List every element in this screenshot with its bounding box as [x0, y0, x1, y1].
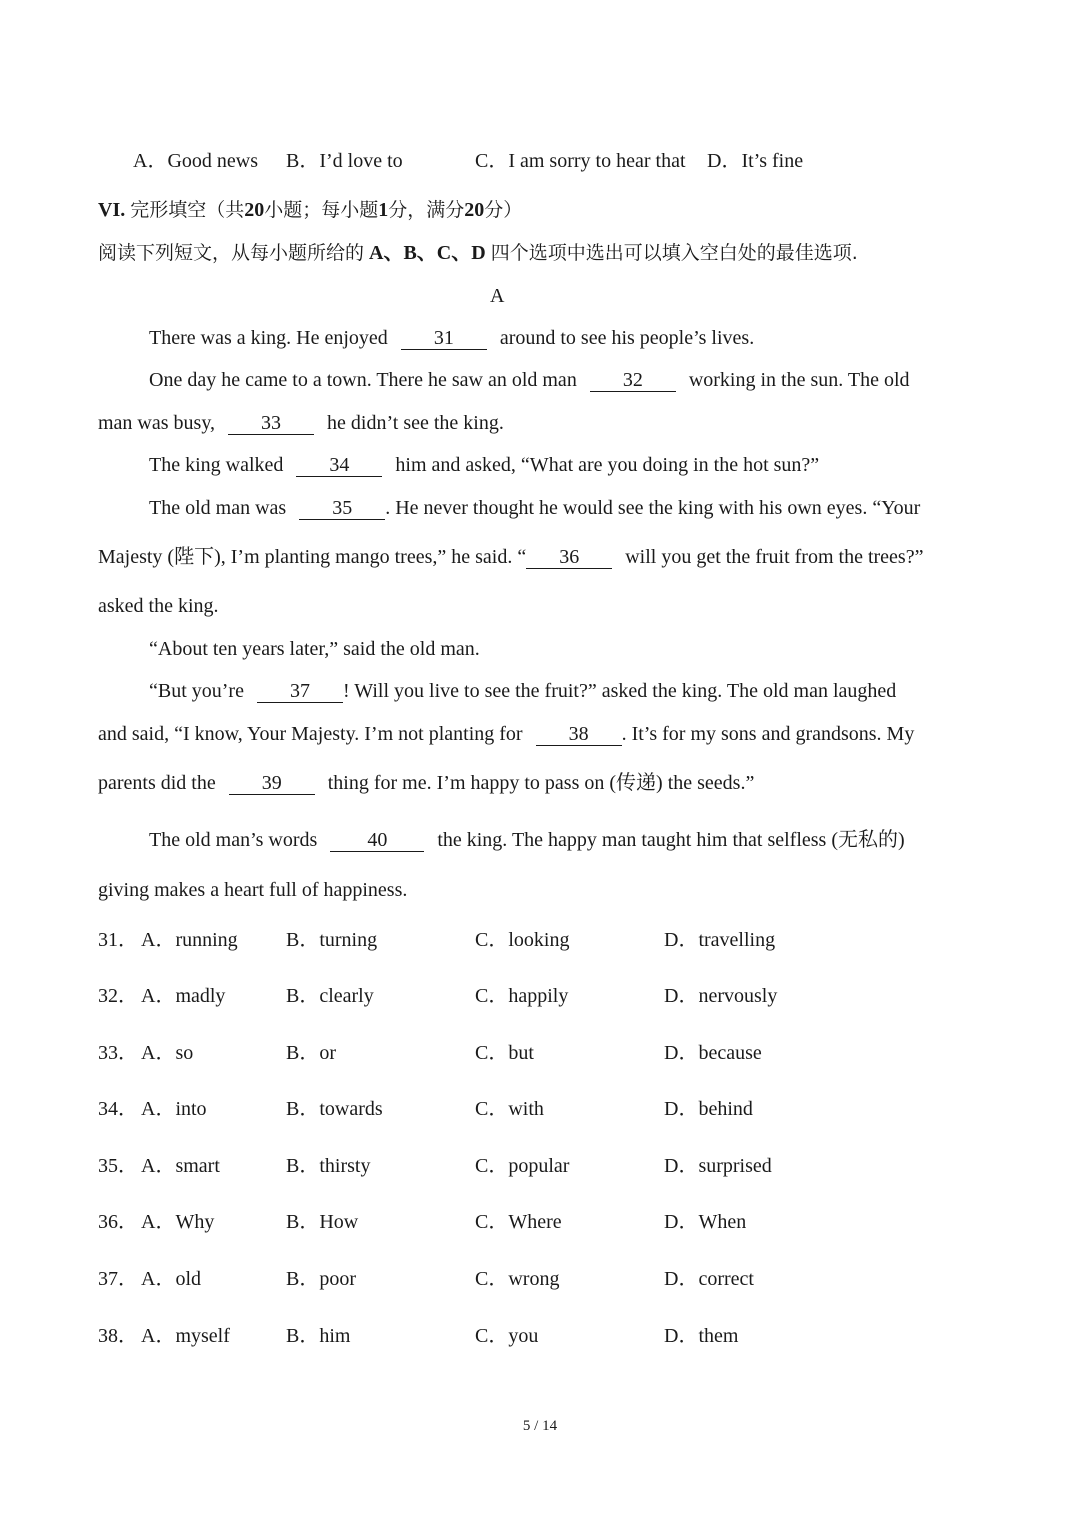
option-b: B．turning [286, 929, 378, 951]
option-a: A．smart [141, 1155, 220, 1177]
passage-label: A [490, 285, 505, 307]
option-d: D．because [664, 1042, 762, 1064]
option-b: B．him [286, 1325, 351, 1347]
question-number: 31． [98, 929, 138, 951]
section-heading: VI. 完形填空（共20小题；每小题1分，满分20分） [98, 199, 523, 221]
option-a: A．madly [141, 985, 226, 1007]
passage-line-12: The old man’s words 40 the king. The happy man taught him that selfless (无私的) [149, 829, 905, 851]
blank-34: 34 [296, 454, 382, 477]
option-d: D．When [664, 1211, 747, 1233]
passage-line-1: There was a king. He enjoyed 31 around to see his people’s lives. [149, 327, 755, 349]
passage-line-6: Majesty (陛下), I’m planting mango trees,” he said. “ 36 will you get the fruit from the trees?” [98, 546, 924, 568]
option-a: A．Why [141, 1211, 215, 1233]
blank-33: 33 [228, 412, 314, 435]
blank-39: 39 [229, 772, 315, 795]
passage-line-9: “But you’re 37 ! Will you live to see the fruit?” asked the king. The old man laughed [149, 680, 897, 702]
passage-line-11: parents did the 39 thing for me. I’m happy to pass on (传递) the seeds.” [98, 772, 755, 794]
passage-line-10: and said, “I know, Your Majesty. I’m not planting for 38 . It’s for my sons and grandsons. My [98, 723, 915, 745]
page-number: 5 / 14 [522, 1418, 558, 1434]
question-number: 38． [98, 1325, 138, 1347]
option-b: B．towards [286, 1098, 383, 1120]
option-d: D．nervously [664, 985, 778, 1007]
option-c: C．Where [475, 1211, 562, 1233]
passage-line-5: The old man was 35 . He never thought he would see the king with his own eyes. “Your [149, 497, 921, 519]
question-number: 34． [98, 1098, 138, 1120]
instruction: 阅读下列短文，从每小题所给的 A、B、C、D 四个选项中选出可以填入空白处的最佳选项. [98, 242, 858, 264]
option-c: C．you [475, 1325, 539, 1347]
passage-line-8: “About ten years later,” said the old man. [149, 638, 480, 660]
blank-38: 38 [536, 723, 622, 746]
option-b: B．thirsty [286, 1155, 371, 1177]
question-number: 35． [98, 1155, 138, 1177]
option-c: C．popular [475, 1155, 570, 1177]
option-c: C．looking [475, 929, 570, 951]
prev-option-b: B．I’d love to [286, 150, 403, 172]
option-a: A．running [141, 929, 238, 951]
option-a: A．so [141, 1042, 194, 1064]
question-number: 33． [98, 1042, 138, 1064]
blank-40: 40 [330, 829, 424, 852]
passage-line-3: man was busy, 33 he didn’t see the king. [98, 412, 504, 434]
prev-option-c: C．I am sorry to hear that [475, 150, 686, 172]
question-number: 36． [98, 1211, 138, 1233]
passage-line-13: giving makes a heart full of happiness. [98, 879, 408, 901]
option-a: A．myself [141, 1325, 230, 1347]
option-d: D．behind [664, 1098, 753, 1120]
option-d: D．correct [664, 1268, 754, 1290]
question-number: 37． [98, 1268, 138, 1290]
prev-option-a: A．Good news [133, 150, 258, 172]
option-d: D．surprised [664, 1155, 772, 1177]
option-b: B．How [286, 1211, 359, 1233]
section-number: VI. [98, 199, 126, 221]
option-b: B．clearly [286, 985, 374, 1007]
blank-37: 37 [257, 680, 343, 703]
blank-31: 31 [401, 327, 487, 350]
option-c: C．with [475, 1098, 544, 1120]
passage-line-7: asked the king. [98, 595, 219, 617]
blank-35: 35 [299, 497, 385, 520]
option-c: C．happily [475, 985, 569, 1007]
option-b: B．or [286, 1042, 336, 1064]
passage-line-4: The king walked 34 him and asked, “What are you doing in the hot sun?” [149, 454, 820, 476]
option-c: C．wrong [475, 1268, 560, 1290]
option-d: D．them [664, 1325, 739, 1347]
option-d: D．travelling [664, 929, 776, 951]
option-a: A．old [141, 1268, 201, 1290]
blank-32: 32 [590, 369, 676, 392]
option-c: C．but [475, 1042, 534, 1064]
option-b: B．poor [286, 1268, 356, 1290]
question-number: 32． [98, 985, 138, 1007]
passage-line-2: One day he came to a town. There he saw an old man 32 working in the sun. The old [149, 369, 910, 391]
option-a: A．into [141, 1098, 207, 1120]
blank-36: 36 [526, 546, 612, 569]
prev-option-d: D．It’s fine [707, 150, 804, 172]
